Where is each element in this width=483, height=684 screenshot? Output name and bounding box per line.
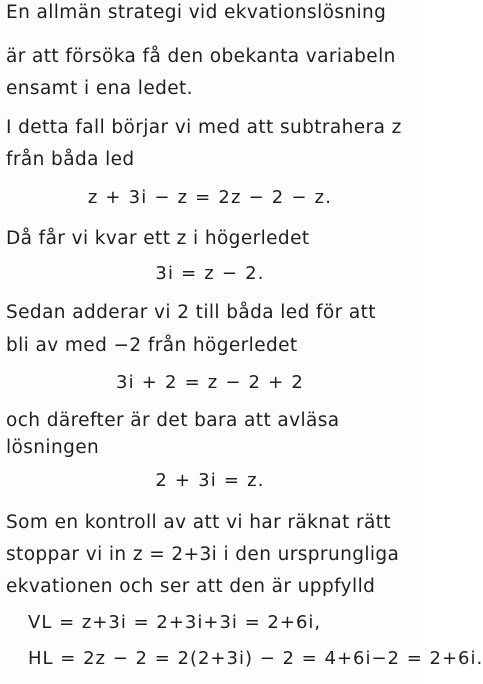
equation-2: 3i = z − 2. [155,263,265,284]
text-line-1: En allmän strategi vid ekvationslösning [6,2,387,23]
text-line-13: ekvationen och ser att den är uppfylld [6,576,376,597]
text-line-3: ensamt i ena ledet. [6,78,193,99]
text-line-9: och därefter är det bara att avläsa [6,410,340,431]
equation-hl: HL = 2z − 2 = 2(2+3i) − 2 = 4+6i−2 = 2+6i. [28,648,483,669]
text-line-4: I detta fall börjar vi med att subtrahera z [6,117,402,138]
text-line-10: lösningen [6,437,100,458]
text-line-8: bli av med −2 från högerledet [6,335,298,356]
text-line-7: Sedan adderar vi 2 till båda led för att [6,302,376,323]
text-line-6: Då får vi kvar ett z i högerledet [6,228,310,249]
text-line-12: stoppar vi in z = 2+3i i den ursprungliga [6,544,400,565]
equation-1: z + 3i − z = 2z − 2 − z. [87,187,333,208]
text-line-2: är att försöka få den obekanta variabeln [6,46,396,67]
equation-vl: VL = z+3i = 2+3i+3i = 2+6i, [28,612,322,633]
equation-4: 2 + 3i = z. [155,470,265,491]
text-line-5: från båda led [6,149,135,170]
text-line-11: Som en kontroll av att vi har räknat rätt [6,512,392,533]
equation-3: 3i + 2 = z − 2 + 2 [116,372,304,393]
